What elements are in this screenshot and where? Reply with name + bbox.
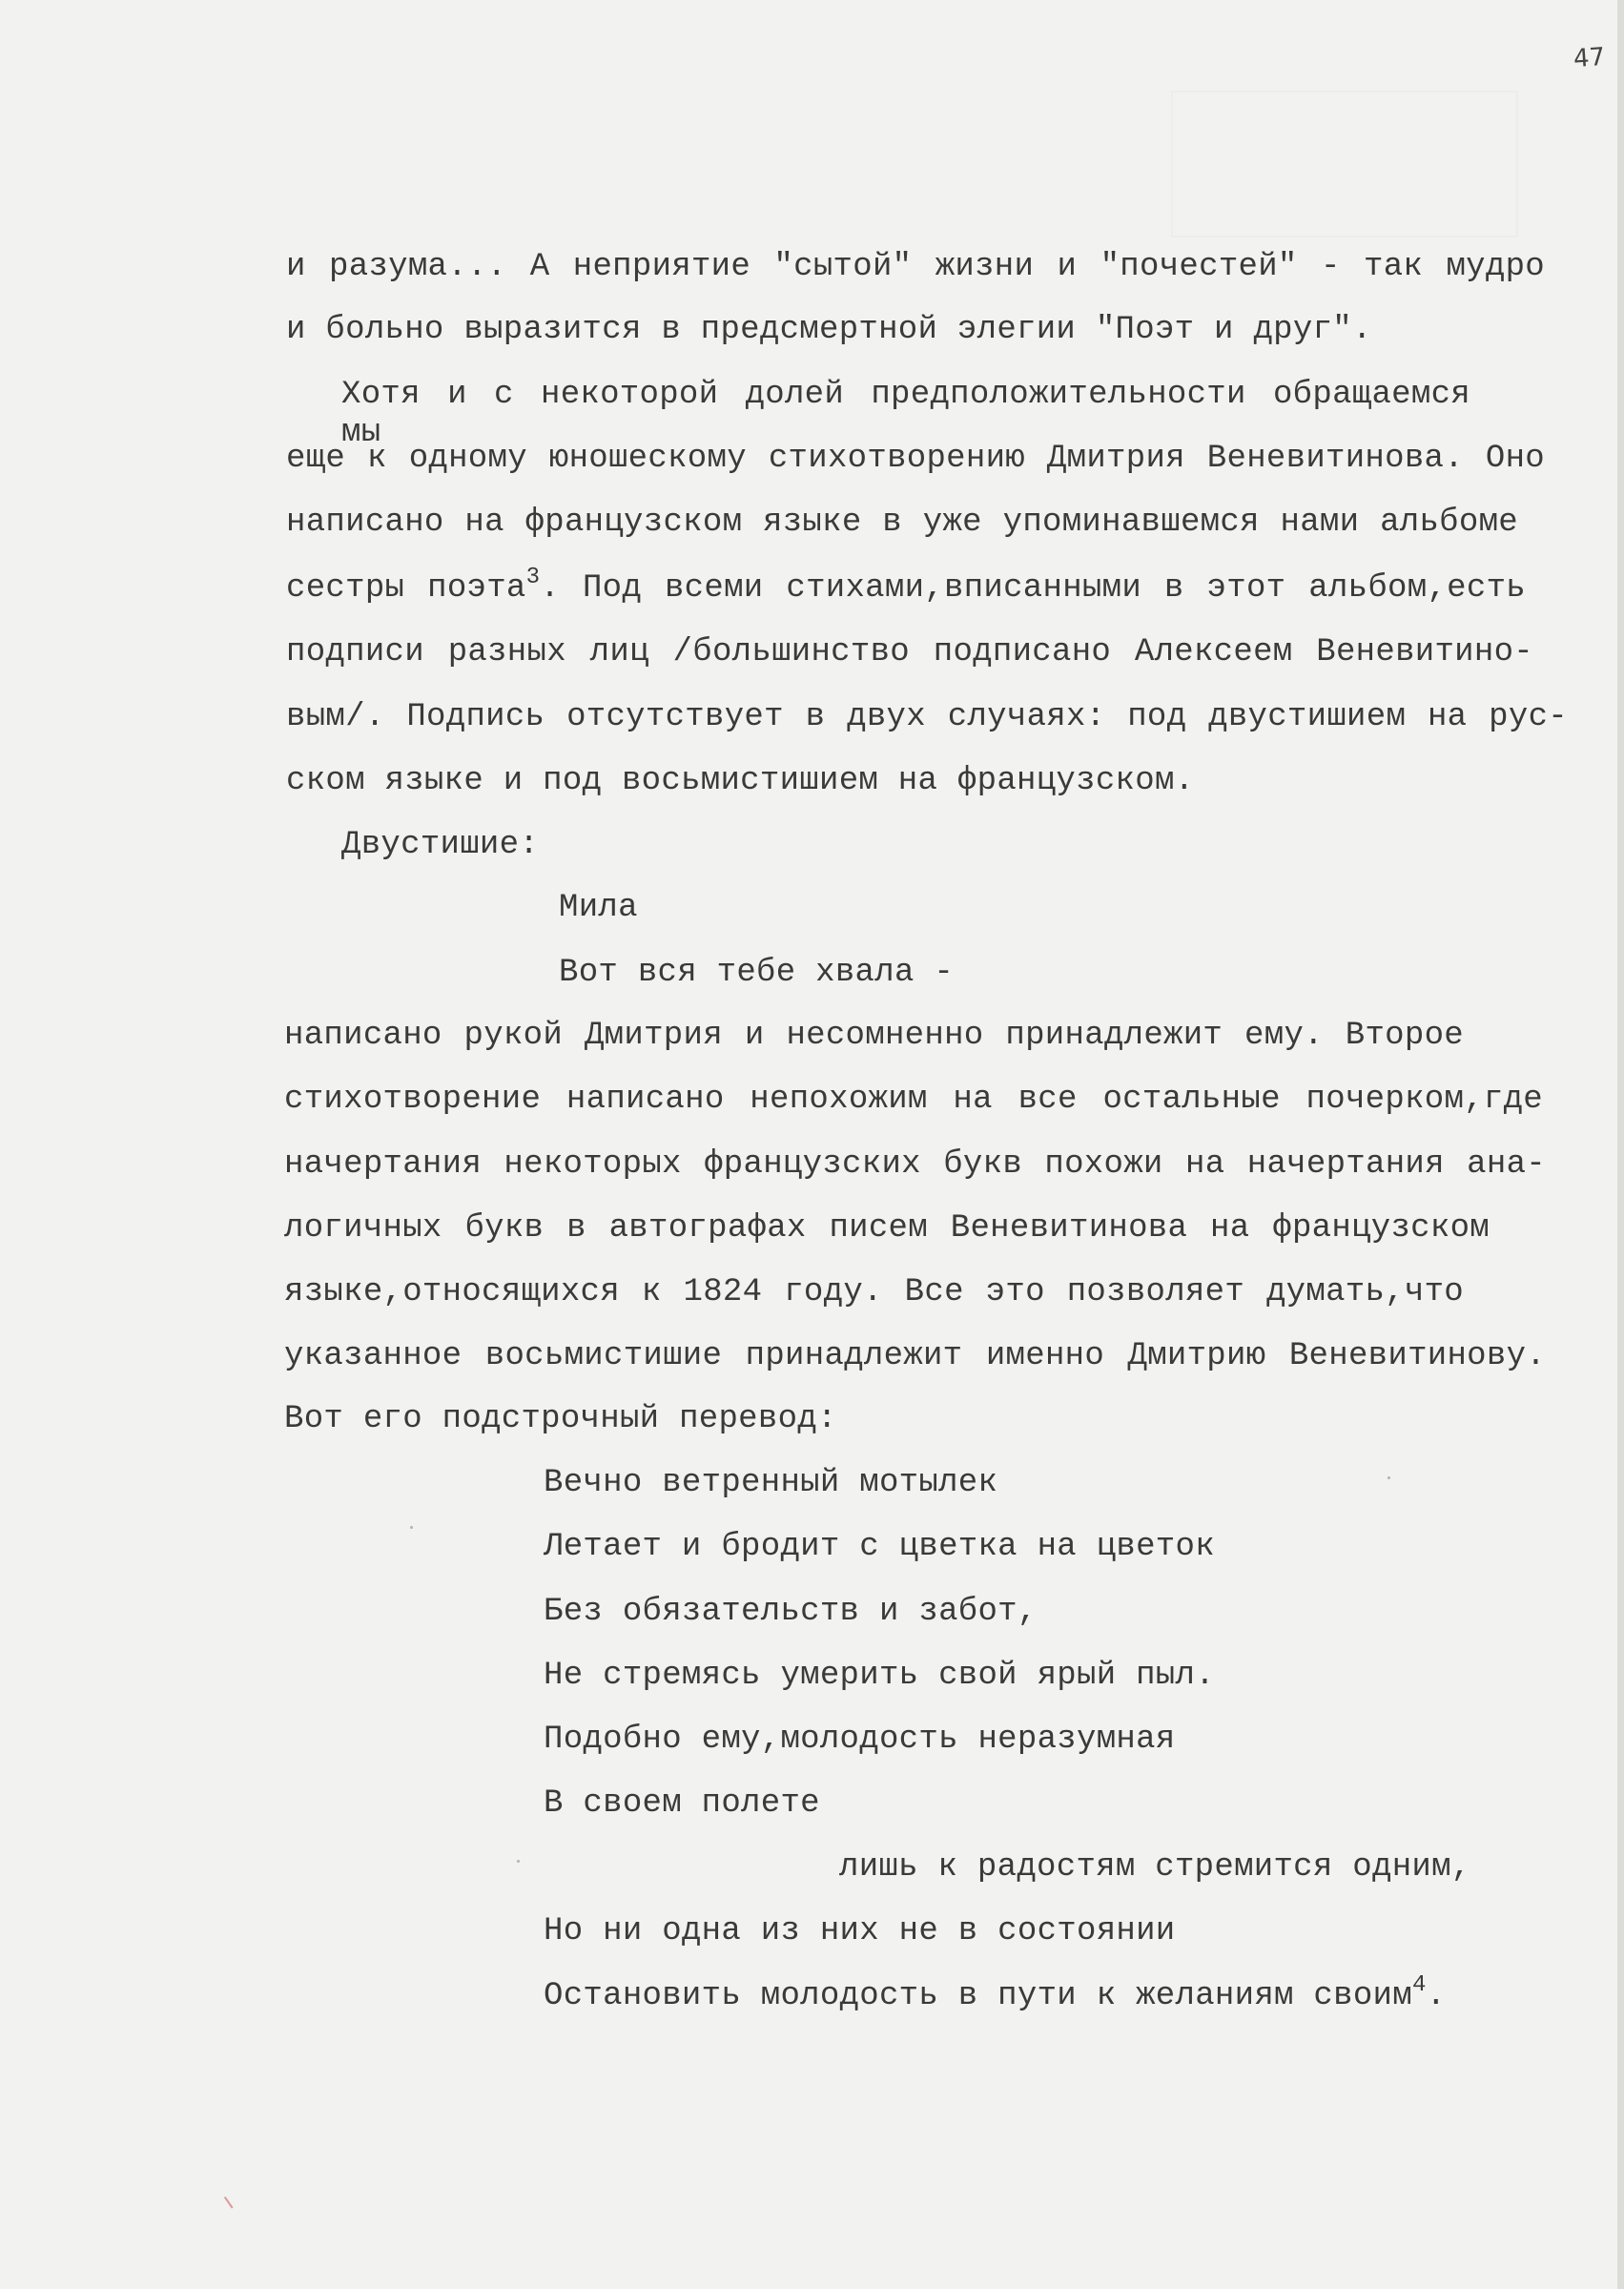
- faded-stamp: [1171, 91, 1518, 237]
- text-line-with-footnote: [286, 565, 1526, 610]
- text-line: написано на французском языке в уже упоминавшемся нами альбоме: [286, 505, 1518, 541]
- couplet-intro: Двустишие:: [341, 827, 540, 863]
- text-fragment: сестры поэта: [286, 570, 526, 607]
- text-line: написано рукой Дмитрия и несомненно принадлежит ему. Второе: [284, 1018, 1464, 1054]
- text-line: стихотворение написано непохожим на все остальные почерком,где: [284, 1082, 1543, 1118]
- paper-speck: [517, 1860, 520, 1863]
- text-line: Хотя и с некоторой долей предположительности обращаемся мы: [341, 377, 1470, 451]
- paper-speck: [1388, 1476, 1390, 1479]
- poem-line-with-footnote: [544, 1972, 1447, 2018]
- paper-speck: [410, 1526, 413, 1529]
- couplet-line: Вот вся тебе хвала -: [559, 955, 955, 991]
- poem-line: Не стремясь умерить свой ярый пыл.: [544, 1658, 1215, 1694]
- text-line: и больно выразится в предсмертной элегии "Поэт и друг".: [286, 312, 1372, 348]
- text-line: языке,относящихся к 1824 году. Все это позволяет думать,что: [284, 1274, 1464, 1310]
- page-edge: [1617, 0, 1624, 2289]
- text-line: Вот его подстрочный перевод:: [284, 1401, 837, 1437]
- couplet-line: Мила: [559, 890, 638, 926]
- text-line: подписи разных лиц /большинство подписано Алексеем Веневитино-: [286, 634, 1533, 670]
- text-line: и разума... А неприятие "сытой" жизни и "почестей" - так мудро: [286, 249, 1545, 285]
- poem-line: Подобно ему,молодость неразумная: [544, 1722, 1176, 1758]
- text-line: логичных букв в автографах писем Веневитинова на французском: [284, 1210, 1490, 1247]
- poem-line: лишь к радостям стремится одним,: [839, 1849, 1471, 1886]
- text-line: ском языке и под восьмистишием на французском.: [286, 763, 1195, 799]
- text-fragment: Остановить молодость в пути к желаниям своим: [544, 1978, 1412, 2014]
- text-line: еще к одному юношескому стихотворению Дмитрия Веневитинова. Оно: [286, 441, 1545, 477]
- poem-line: Летает и бродит с цветка на цветок: [544, 1529, 1215, 1565]
- poem-line: Но ни одна из них не в состоянии: [544, 1913, 1176, 1949]
- footnote-ref: 3: [525, 565, 541, 590]
- text-line: указанное восьмистишие принадлежит именно Дмитрию Веневитинову.: [284, 1338, 1546, 1374]
- poem-line: Вечно ветренный мотылек: [544, 1465, 998, 1501]
- red-ink-mark: [224, 2192, 239, 2208]
- text-fragment: . Под всеми стихами,вписанными в этот альбом,есть: [540, 570, 1526, 607]
- text-line: вым/. Подпись отсутствует в двух случаях: под двустишием на рус-: [286, 699, 1568, 735]
- footnote-ref: 4: [1411, 1972, 1427, 1998]
- poem-line: В своем полете: [544, 1785, 820, 1822]
- text-fragment: .: [1426, 1978, 1447, 2014]
- page-number: 47: [1572, 42, 1607, 74]
- poem-line: Без обязательств и забот,: [544, 1594, 1038, 1630]
- text-line: начертания некоторых французских букв похожи на начертания ана-: [284, 1146, 1546, 1183]
